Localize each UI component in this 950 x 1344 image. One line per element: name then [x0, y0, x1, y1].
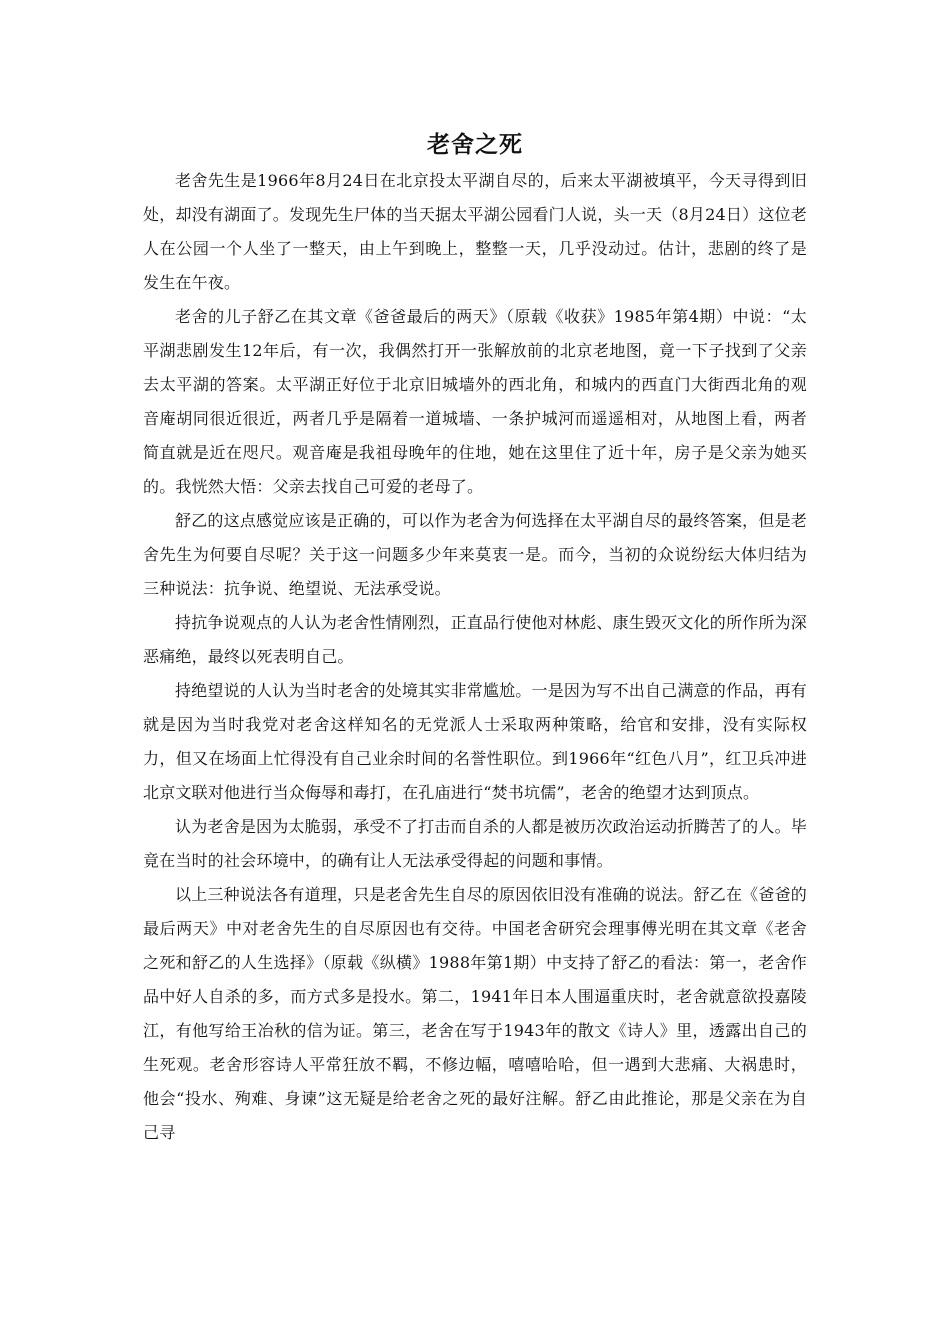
paragraph-three-theories: 舒乙的这点感觉应该是正确的，可以作为老舍为何选择在太平湖自尽的最终答案，但是老舍先生为何要自尽呢？关于这一问题多少年来莫衷一是。而今，当初的众说纷纭大体归结为三种说法：抗争说、绝望说、无法承受说。 [143, 511, 807, 598]
document-page [143, 128, 807, 1150]
paragraph-resistance-theory: 持抗争说观点的人认为老舍性情刚烈，正直品行使他对林彪、康生毁灭文化的所作所为深恶痛绝，最终以死表明自己。 [143, 613, 807, 666]
paragraph-despair-theory: 持绝望说的人认为当时老舍的处境其实非常尴尬。一是因为写不出自己满意的作品，再有就是因为当时我党对老舍这样知名的无党派人士采取两种策略，给官和安排，没有实际权力，但又在场面上忙得没有自己业余时间的名誉性职位。到1966年“红色八月”，红卫兵冲进北京文联对他进行当众侮辱和毒打，在孔庙进行“焚书坑儒”，老舍的绝望才达到顶点。 [143, 681, 807, 802]
paragraph-conclusion: 以上三种说法各有道理，只是老舍先生自尽的原因依旧没有准确的说法。舒乙在《爸爸的最后两天》中对老舍先生的自尽原因也有交待。中国老舍研究会理事傅光明在其文章《老舍之死和舒乙的人生选择》（原载《纵横》1988年第1期）中支持了舒乙的看法：第一，老舍作品中好人自杀的多，而方式多是投水。第二，1941年日本人围逼重庆时，老舍就意欲投嘉陵江，有他写给王冶秋的信为证。第三，老舍在写于1943年的散文《诗人》里，透露出自己的生死观。老舍形容诗人平常狂放不羁，不修边幅，嘻嘻哈哈，但一遇到大悲痛、大祸患时，他会“投水、殉难、身谏”这无疑是给老舍之死的最好注解。舒乙由此推论，那是父亲在为自己寻 [143, 885, 807, 1142]
paragraph-unbearable-theory: 认为老舍是因为太脆弱，承受不了打击而自杀的人都是被历次政治运动折腾苦了的人。毕竟在当时的社会环境中，的确有让人无法承受得起的问题和事情。 [143, 817, 807, 870]
paragraph-shu-yi-account: 老舍的儿子舒乙在其文章《爸爸最后的两天》（原载《收获》1985年第4期）中说：“太平湖悲剧发生12年后，有一次，我偶然打开一张解放前的北京老地图，竟一下子找到了父亲去太平湖的答案。太平湖正好位于北京旧城墙外的西北角，和城内的西直门大街西北角的观音庵胡同很近很近，两者几乎是隔着一道城墙、一条护城河而遥遥相对，从地图上看，两者简直就是近在咫尺。观音庵是我祖母晚年的住地，她在这里住了近十年，房子是父亲为她买的。我恍然大悟：父亲去找自己可爱的老母了。 [143, 307, 807, 496]
paragraph-date-of-death: 老舍先生是1966年8月24日在北京投太平湖自尽的，后来太平湖被填平，今天寻得到旧处，却没有湖面了。发现先生尸体的当天据太平湖公园看门人说，头一天（8月24日）这位老人在公园一个人坐了一整天，由上午到晚上，整整一天，几乎没动过。估计，悲剧的终了是发生在午夜。 [143, 171, 807, 292]
document-title: 老舍之死 [427, 132, 523, 158]
